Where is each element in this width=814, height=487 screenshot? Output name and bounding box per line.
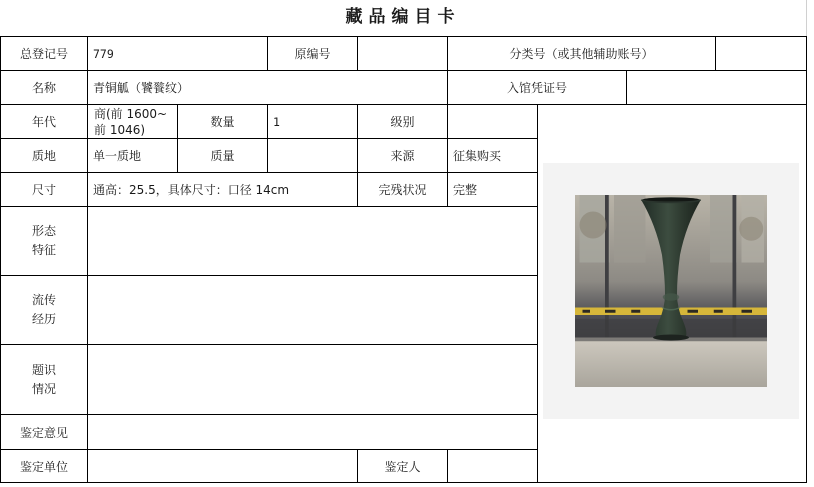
label-provenance — [0, 275, 88, 345]
label-entry-voucher-no: 入馆凭证号 — [447, 70, 627, 105]
label-condition: 完残状况 — [357, 172, 448, 207]
value-era-line1: 商(前 1600~ — [94, 106, 168, 121]
value-era[interactable] — [87, 104, 178, 139]
value-material[interactable]: 单一质地 — [87, 138, 178, 173]
label-total-reg-no: 总登记号 — [0, 36, 88, 71]
label-name: 名称 — [0, 70, 88, 105]
card-title: 藏品编目卡 — [345, 7, 461, 27]
label-form-line1: 形态 — [31, 224, 56, 238]
value-appraiser[interactable] — [447, 449, 538, 483]
value-source[interactable]: 征集购买 — [447, 138, 538, 173]
label-source: 来源 — [357, 138, 448, 173]
value-entry-voucher-no[interactable] — [626, 70, 807, 105]
value-dimensions[interactable]: 通高：25.5，具体尺寸：口径 14cm — [87, 172, 358, 207]
label-appraisal-opinion: 鉴定意见 — [0, 414, 88, 450]
label-form — [0, 206, 88, 276]
label-weight: 质量 — [177, 138, 268, 173]
label-inscription — [0, 344, 88, 415]
label-era: 年代 — [0, 104, 88, 139]
label-inscription-line2: 情况 — [31, 381, 56, 396]
label-provenance-line2: 经历 — [31, 312, 56, 326]
label-provenance-line1: 流传 — [31, 293, 56, 307]
value-grade[interactable] — [447, 104, 538, 139]
value-condition[interactable]: 完整 — [447, 172, 538, 207]
label-quantity: 数量 — [177, 104, 268, 139]
label-dimensions: 尺寸 — [0, 172, 88, 207]
label-appraiser: 鉴定人 — [357, 449, 448, 483]
label-form-line2: 特征 — [31, 243, 56, 257]
value-name[interactable]: 青铜觚（饕餮纹） — [87, 70, 448, 105]
value-provenance[interactable] — [87, 275, 538, 345]
label-classification-no: 分类号（或其他辅助账号） — [447, 36, 716, 71]
value-quantity[interactable]: 1 — [267, 104, 358, 139]
label-grade: 级别 — [357, 104, 448, 139]
label-material: 质地 — [0, 138, 88, 173]
value-era-line2: 前 1046) — [94, 122, 146, 137]
label-inscription-line1: 题识 — [31, 362, 56, 377]
value-appraisal-unit[interactable] — [87, 449, 358, 483]
label-appraisal-unit: 鉴定单位 — [0, 449, 88, 483]
value-classification-no[interactable] — [715, 36, 807, 71]
value-inscription[interactable] — [87, 344, 538, 415]
photo-frame — [543, 163, 799, 419]
value-total-reg-no[interactable]: 779 — [87, 36, 268, 71]
value-form[interactable] — [87, 206, 538, 276]
sheet-edge-line — [806, 0, 807, 36]
value-orig-no[interactable] — [357, 36, 448, 71]
value-weight[interactable] — [267, 138, 358, 173]
label-orig-no: 原编号 — [267, 36, 358, 71]
value-appraisal-opinion[interactable] — [87, 414, 538, 450]
bronze-gu-vessel-photo[interactable] — [543, 195, 799, 387]
